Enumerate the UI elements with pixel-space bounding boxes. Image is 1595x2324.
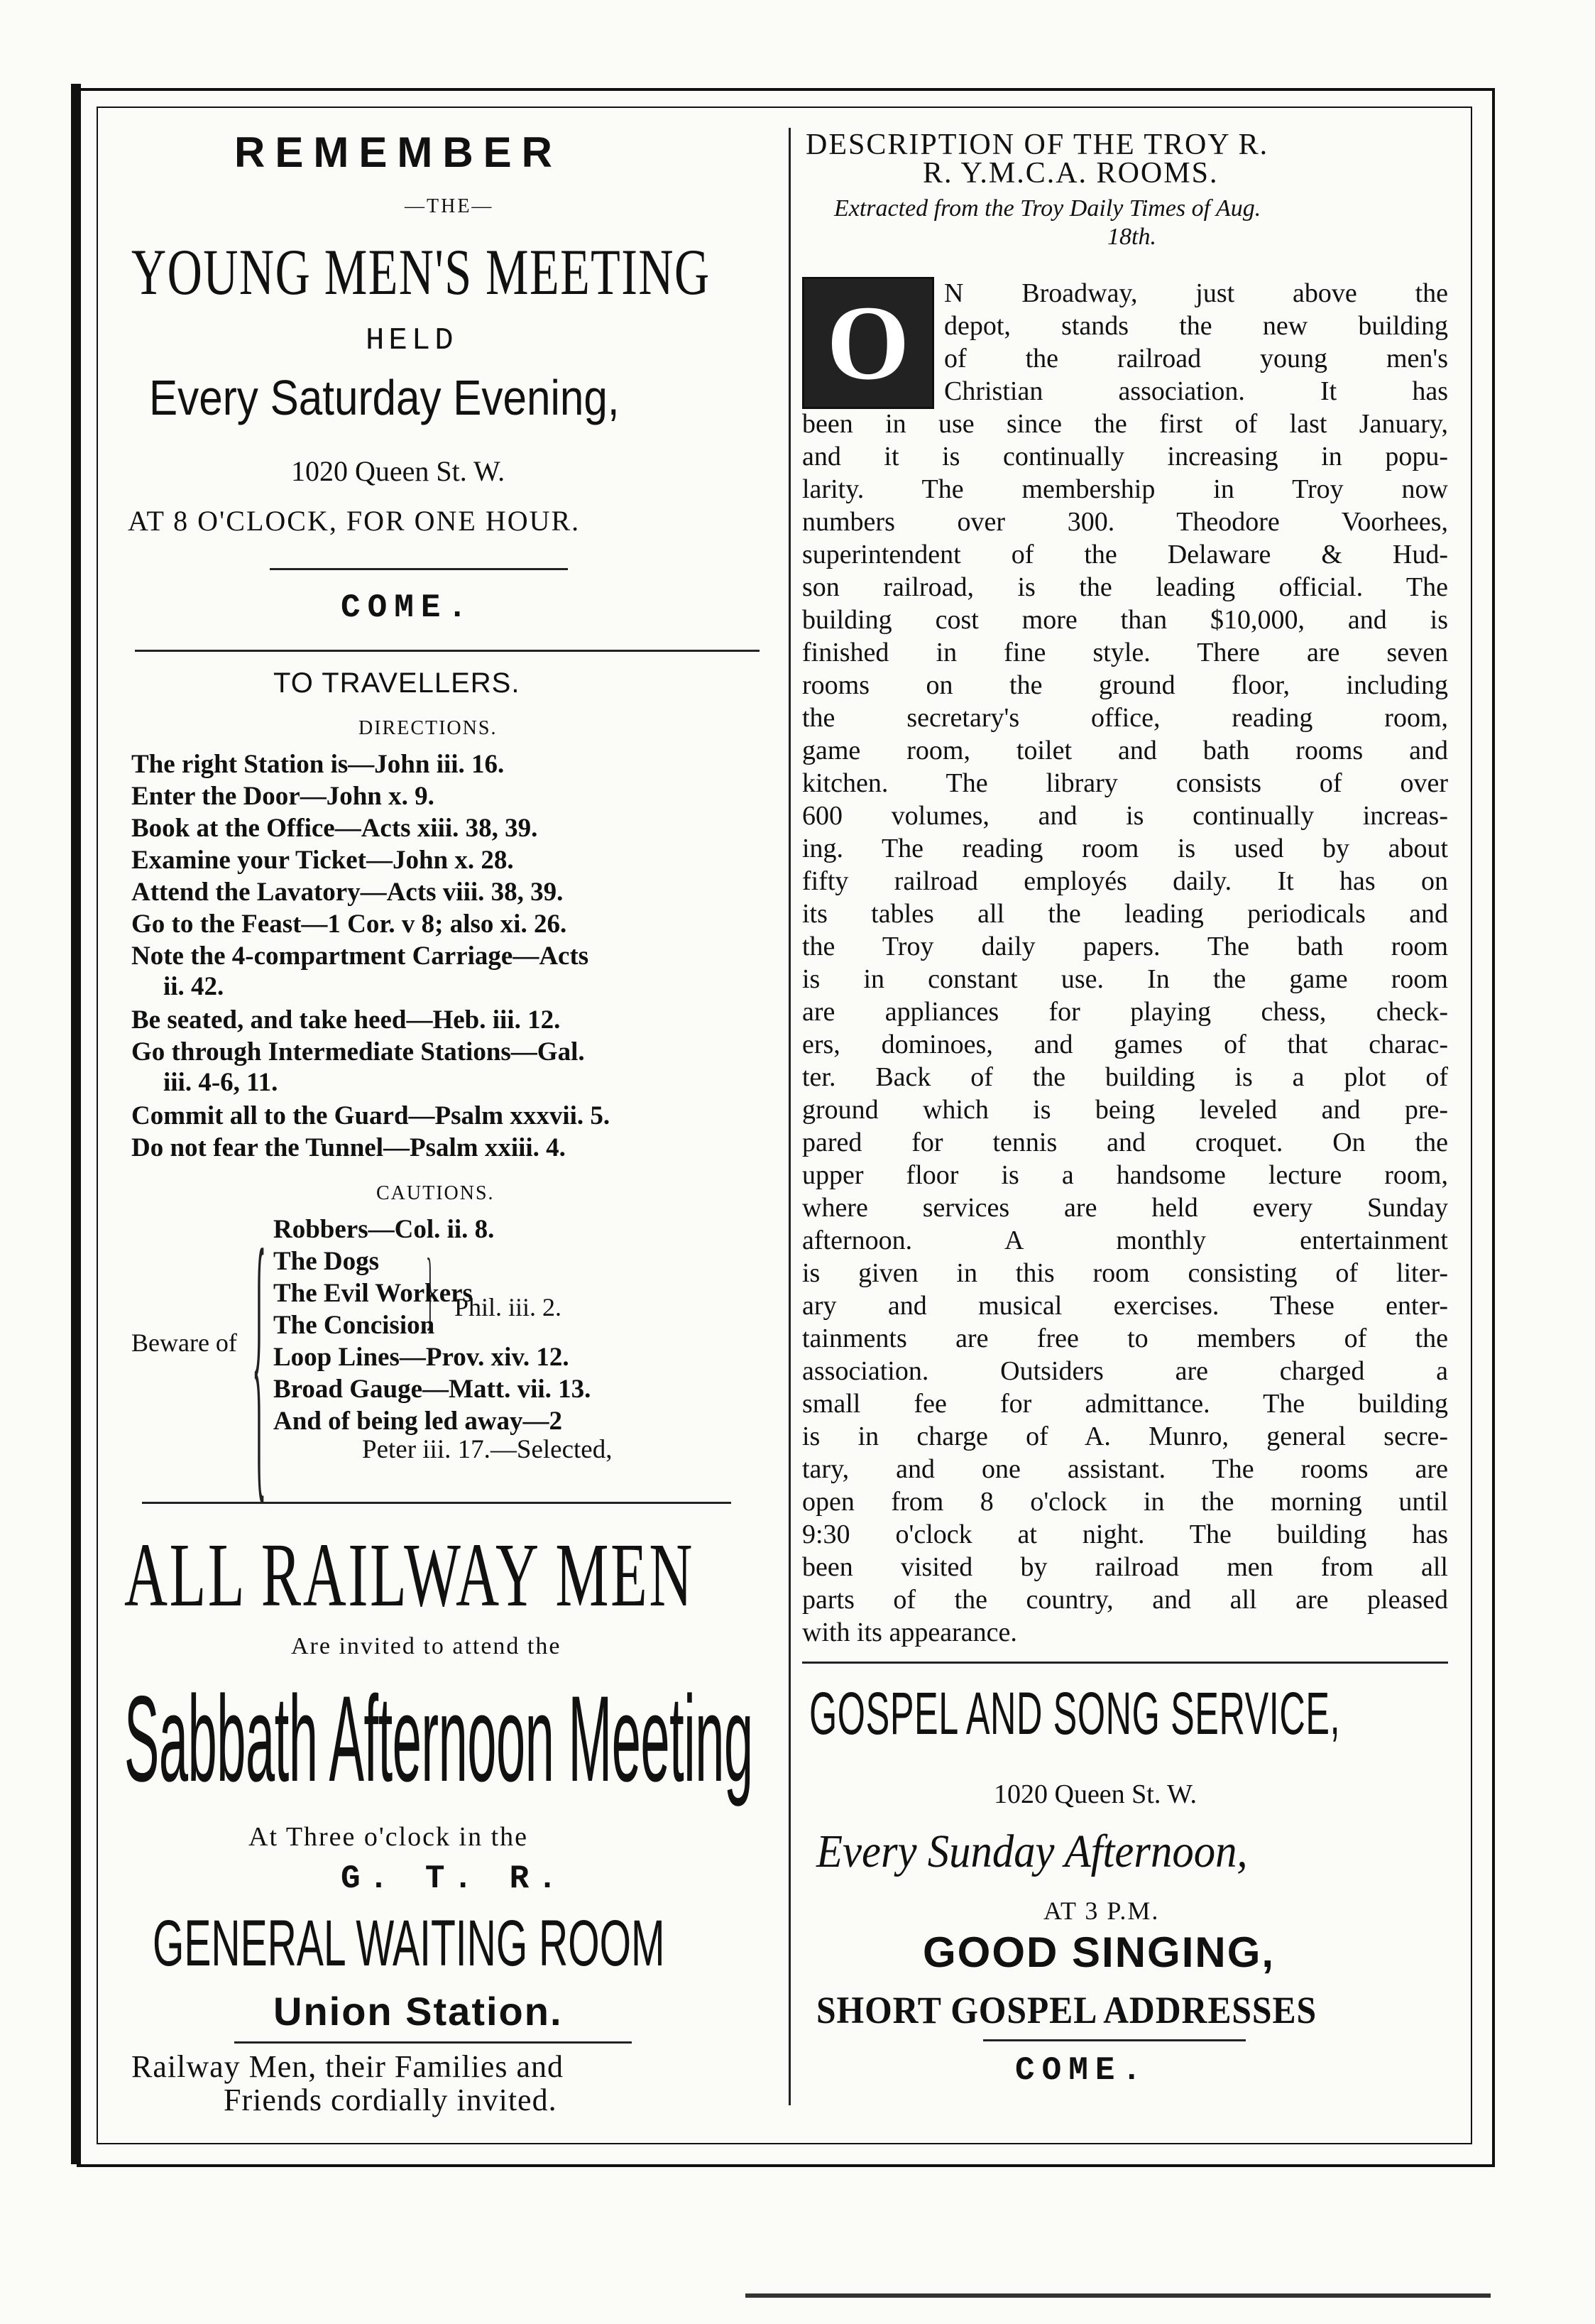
union-station-heading: Union Station. [273,1989,563,2034]
list-item: ii. 42. [163,972,224,1001]
meeting-address: 1020 Queen St. W. [291,455,505,487]
body-line: upper floor is a handsome lecture room, [802,1160,1448,1190]
body-line: the secretary's office, reading room, [802,703,1448,733]
young-mens-meeting-heading: YOUNG MEN'S MEETING [131,236,711,308]
body-line: and it is continually increasing in popu- [802,442,1448,471]
body-line: 600 volumes, and is continually increas- [802,801,1448,831]
list-item: Go through Intermediate Stations—Gal. [131,1037,585,1066]
article-title-line-1: DESCRIPTION OF THE TROY R. [806,129,1269,161]
every-sunday-heading: Every Sunday Afternoon, [816,1826,1248,1877]
decorative-dropcap: O [802,277,934,409]
body-line: building cost more than $10,000, and is [802,605,1448,635]
body-line: game room, toilet and bath rooms and [802,736,1448,765]
short-gospel-heading: SHORT GOSPEL ADDRESSES [816,1989,1317,2031]
rule [802,1662,1448,1664]
meeting-time: AT 8 O'CLOCK, FOR ONE HOUR. [128,505,581,537]
list-item: The Evil Workers [273,1279,473,1308]
list-item: The Concision [273,1311,435,1340]
body-line: where services are held every Sunday [802,1193,1448,1223]
remember-heading: REMEMBER [234,129,563,176]
rule [270,568,568,570]
list-item: iii. 4-6, 11. [163,1068,278,1097]
body-line: ing. The reading room is used by about [802,834,1448,863]
list-item: Robbers—Col. ii. 8. [273,1215,495,1244]
sabbath-afternoon-heading: Sabbath Afternoon Meeting [124,1671,753,1807]
body-line: son railroad, is the leading official. The [802,572,1448,602]
to-travellers-heading: TO TRAVELLERS. [273,667,520,699]
body-line: pared for tennis and croquet. On the [802,1128,1448,1157]
body-line: small fee for admittance. The building [802,1389,1448,1419]
body-line: N Broadway, just above the [944,278,1448,308]
list-item: The Dogs [273,1247,380,1276]
body-line: tary, and one assistant. The rooms are [802,1454,1448,1484]
body-line: of the railroad young men's [944,344,1448,373]
body-line: depot, stands the new building [944,311,1448,341]
list-item: Broad Gauge—Matt. vii. 13. [273,1375,591,1404]
list-item: Enter the Door—John x. 9. [131,782,434,811]
right-brace: } [426,1239,434,1339]
body-line: is in charge of A. Munro, general secre- [802,1422,1448,1451]
list-item: The right Station is—John iii. 16. [131,750,505,779]
body-line: Christian association. It has [944,376,1448,406]
gospel-song-heading: GOSPEL AND SONG SERVICE, [809,1680,1341,1747]
at-3pm-label: AT 3 P.M. [1043,1897,1160,1925]
body-line: are appliances for playing chess, check- [802,997,1448,1027]
all-railway-men-heading: ALL RAILWAY MEN [124,1524,694,1625]
list-item: Attend the Lavatory—Acts viii. 38, 39. [131,878,564,907]
article-title-line-2: R. Y.M.C.A. ROOMS. [923,157,1219,190]
body-line: superintendent of the Delaware & Hud- [802,540,1448,569]
held-label: HELD [366,323,458,359]
list-item: Note the 4-compartment Carriage—Acts [131,942,589,971]
list-item: Book at the Office—Acts xiii. 38, 39. [131,814,538,843]
body-line: with its appearance. [802,1617,1017,1647]
body-line: ground which is being leveled and pre- [802,1095,1448,1125]
rule [983,2039,1246,2041]
phil-reference: Phil. iii. 2. [454,1293,562,1321]
list-item: Loop Lines—Prov. xiv. 12. [273,1343,569,1372]
gtr-label: G. T. R. [341,1860,566,1897]
list-item: Go to the Feast—1 Cor. v 8; also xi. 26. [131,910,567,939]
list-item: Be seated, and take heed—Heb. iii. 12. [131,1005,561,1035]
body-line: ary and musical exercises. These enter- [802,1291,1448,1321]
left-brace: { [252,1193,267,1532]
rule [234,2041,632,2044]
body-line: is given in this room consisting of liter- [802,1258,1448,1288]
come-label: COME. [341,589,475,626]
invited-line: Are invited to attend the [291,1633,561,1659]
families-line-2: Friends cordially invited. [224,2083,557,2117]
beware-of-label: Beware of [131,1329,237,1357]
directions-heading: DIRECTIONS. [358,717,498,739]
body-line: is in constant use. In the game room [802,964,1448,994]
gospel-address: 1020 Queen St. W. [994,1779,1197,1809]
good-singing-heading: GOOD SINGING, [923,1929,1276,1976]
column-divider [789,128,791,2105]
body-line: rooms on the ground floor, including [802,670,1448,700]
cautions-heading: CAUTIONS. [376,1182,495,1204]
body-line: finished in fine style. There are seven [802,638,1448,667]
body-line: been visited by railroad men from all [802,1552,1448,1582]
rule [142,1502,731,1504]
rule [135,650,760,652]
body-line: 9:30 o'clock at night. The building has [802,1520,1448,1549]
body-line: fifty railroad employés daily. It has on [802,866,1448,896]
body-line: been in use since the first of last January, [802,409,1448,439]
body-line: tainments are free to members of the [802,1324,1448,1353]
list-item: Examine your Ticket—John x. 28. [131,846,514,875]
come-label-right: COME. [1015,2052,1149,2089]
body-line: ers, dominoes, and games of that charac- [802,1030,1448,1059]
list-item: And of being led away—2 [273,1407,563,1436]
body-line: its tables all the leading periodicals and [802,899,1448,929]
list-item: Commit all to the Guard—Psalm xxxvii. 5. [131,1101,610,1130]
body-line: kitchen. The library consists of over [802,768,1448,798]
three-oclock-line: At Three o'clock in the [248,1822,529,1852]
body-line: association. Outsiders are charged a [802,1356,1448,1386]
the-label: —THE— [405,195,494,217]
body-line: the Troy daily papers. The bath room [802,932,1448,961]
every-saturday-heading: Every Saturday Evening, [149,370,620,425]
body-line: open from 8 o'clock in the morning until [802,1487,1448,1517]
body-line: numbers over 300. Theodore Voorhees, [802,507,1448,537]
body-line: ter. Back of the building is a plot of [802,1062,1448,1092]
list-item: Peter iii. 17.—Selected, [362,1435,613,1464]
general-waiting-room-heading: GENERAL WAITING ROOM [153,1907,665,1980]
body-line: parts of the country, and all are pleased [802,1585,1448,1615]
body-line: afternoon. A monthly entertainment [802,1226,1448,1255]
extracted-line-1: Extracted from the Troy Daily Times of Aug. [834,195,1261,222]
extracted-line-2: 18th. [1107,224,1156,250]
list-item: Do not fear the Tunnel—Psalm xxiii. 4. [131,1133,566,1162]
body-line: larity. The membership in Troy now [802,474,1448,504]
bottom-scratch-line [745,2293,1491,2298]
families-line-1: Railway Men, their Families and [131,2049,564,2084]
